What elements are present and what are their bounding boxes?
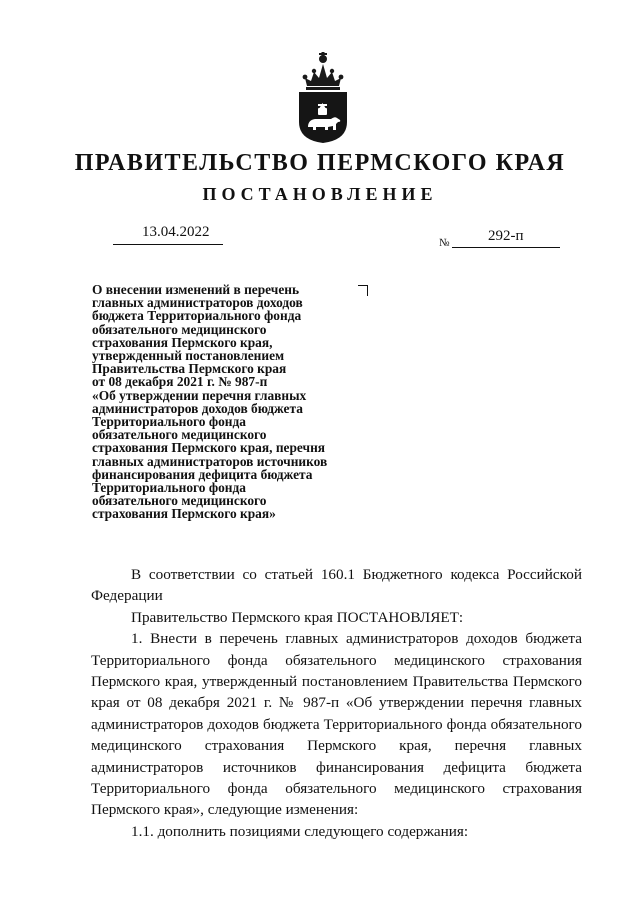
subject-line: утвержденный постановлением — [92, 348, 285, 364]
subject-line: страхования Пермского края» — [92, 506, 276, 522]
subject-line: главных администраторов источников — [92, 453, 328, 469]
date-underline — [113, 244, 223, 245]
number-sign: № — [439, 237, 450, 249]
subject-line: Территориального фонда — [92, 480, 246, 496]
document-subject — [92, 283, 382, 521]
subject-line: О внесении изменений в перечень — [92, 282, 300, 297]
subject-line: обязательного медицинского — [92, 321, 267, 337]
resolves-paragraph: Правительство Пермского края ПОСТАНОВЛЯЕТ: — [131, 608, 464, 626]
subject-line: страхования Пермского края, перечня — [92, 440, 326, 456]
subject-line: Правительства Пермского края — [92, 361, 287, 377]
document-body — [91, 564, 582, 842]
subject-line: страхования Пермского края, — [92, 334, 273, 350]
number-underline — [452, 247, 560, 248]
subject-line: главных администраторов доходов — [92, 295, 303, 311]
subject-line: от 08 декабря 2021 г. № 987-п — [92, 374, 268, 390]
document-type: ПОСТАНОВЛЕНИЕ — [202, 184, 438, 204]
organization-title: ПРАВИТЕЛЬСТВО ПЕРМСКОГО КРАЯ — [74, 150, 566, 176]
subject-line: обязательного медицинского — [92, 427, 267, 443]
document-date: 13.04.2022 — [142, 224, 210, 240]
perm-krai-coat-of-arms-icon — [296, 48, 350, 144]
subject-line: бюджета Территориального фонда — [92, 308, 302, 324]
subject-line: администраторов доходов бюджета — [92, 400, 303, 416]
subject-line: обязательного медицинского — [92, 493, 267, 509]
item-1-paragraph: 1. Внести в перечень главных администраторов доходов бюджета Территориального фонда обязательного медицинского страхования Пермского края, утвержденный постановлением Правительства Пермского края от 08 декабря 2021 г. № 987-п «Об утверждении перечня главных администраторов доходов бюджета Территориального фонда обязательного медицинского страхования Пермского края, перечня главных администраторов источников финансирования дефицита бюджета Территориального фонда обязательного медицинского страхования Пермского края», следующие изменения: — [91, 630, 582, 819]
preamble-paragraph: В соответствии со статьей 160.1 Бюджетного кодекса Российской Федерации — [91, 566, 582, 605]
subject-line: Территориального фонда — [92, 414, 246, 430]
item-1-1-paragraph: 1.1. дополнить позициями следующего содержания: — [131, 822, 469, 840]
subject-line: «Об утверждении перечня главных — [92, 387, 307, 403]
document-number: 292-п — [488, 228, 524, 244]
subject-line: финансирования дефицита бюджета — [92, 466, 313, 482]
